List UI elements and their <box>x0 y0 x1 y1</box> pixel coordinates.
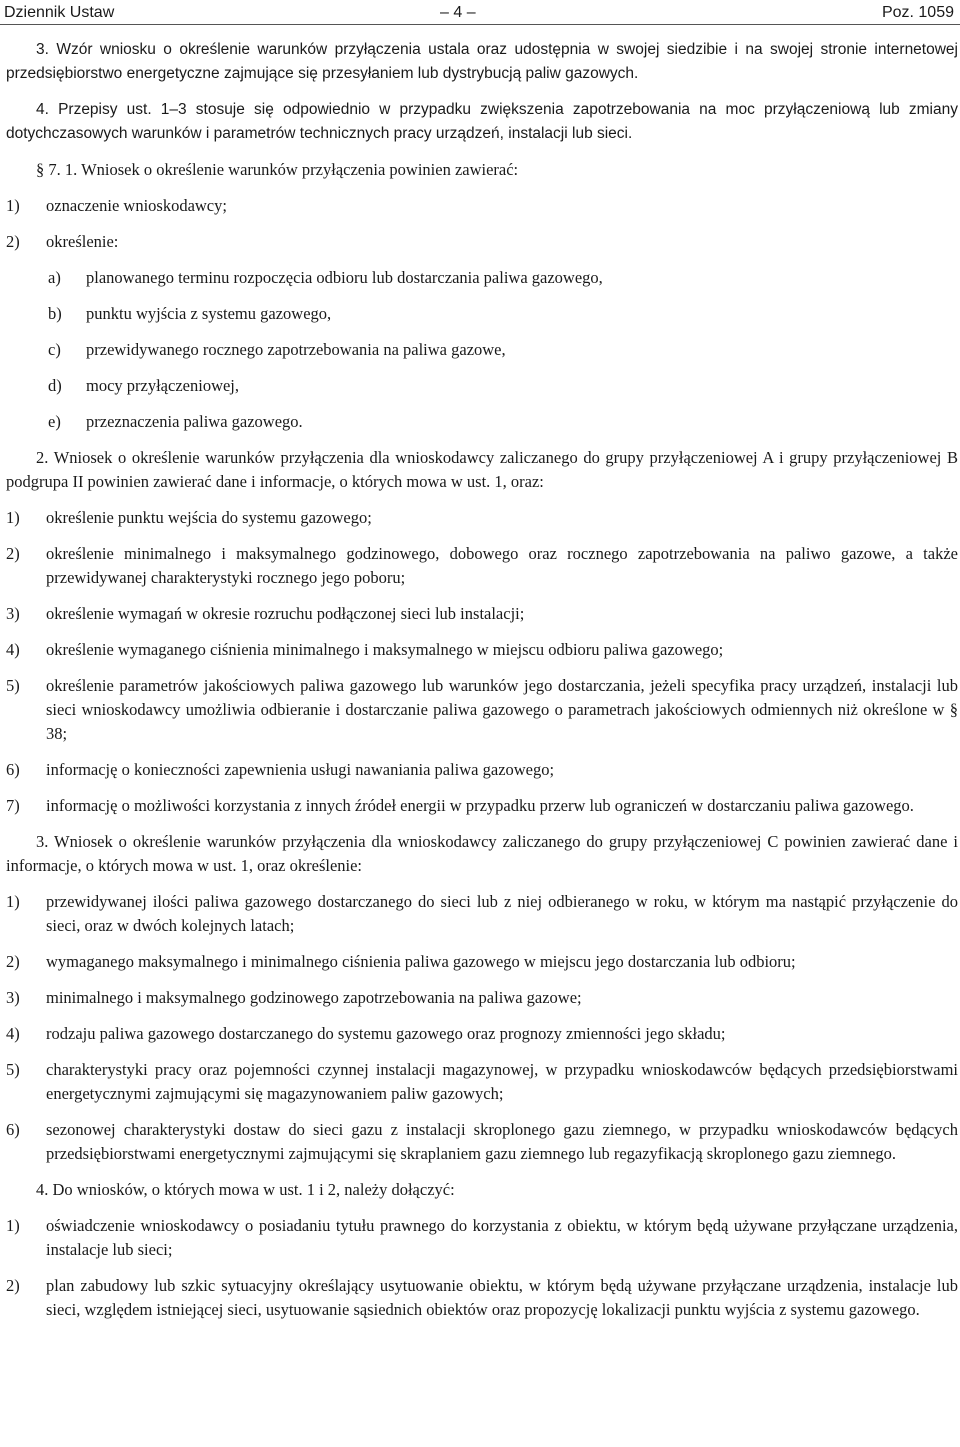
document-body <box>6 38 958 1334</box>
list-item <box>6 674 958 746</box>
list-item-number: 1) <box>6 892 20 911</box>
list-item-text: mocy przyłączeniowej, <box>86 376 240 395</box>
list-item-number: 4) <box>6 1024 20 1043</box>
list-item-number: 1) <box>6 508 20 527</box>
list-item-text: punktu wyjścia z systemu gazowego, <box>86 304 332 323</box>
list-item-text: określenie wymagań w okresie rozruchu podłączonej sieci lub instalacji; <box>46 604 525 623</box>
list-item-text: określenie parametrów jakościowych paliwa gazowego lub warunków jego dostarczania, jeżeli specyfika pracy urządzeń, instalacji lub sieci wnioskodawcy umożliwia odbieranie i dostarczanie paliwa gazowego o parametrach jakościowych odmiennych niż określone w § 38; <box>46 676 958 743</box>
list-item <box>6 1214 958 1262</box>
list-item-text: przewidywanej ilości paliwa gazowego dostarczanego do sieci lub z niej odbieranego w roku, w którym ma nastąpić przyłączenie do sieci, oraz w dwóch kolejnych latach; <box>46 892 958 935</box>
list-item-number: b) <box>48 304 62 323</box>
position-number: Poz. 1059 <box>881 4 954 21</box>
list-item <box>6 638 958 662</box>
list-item-text: przeznaczenia paliwa gazowego. <box>86 412 303 431</box>
list-item-number: 7) <box>6 796 20 815</box>
paragraph: 4. Przepisy ust. 1–3 stosuje się odpowiednio w przypadku zwiększenia zapotrzebowania na moc przyłączeniową lub zmiany dotychczasowych warunków i parametrów technicznych pracy urządzeń, instalacji lub sieci. <box>6 101 958 142</box>
list-item <box>6 758 958 782</box>
list-item-number: e) <box>48 412 61 431</box>
paragraph: 2. Wniosek o określenie warunków przyłączenia dla wnioskodawcy zaliczanego do grupy przyłączeniowej A i grupy przyłączeniowej B podgrupa II powinien zawierać dane i informacje, o których mowa w ust. 1, oraz: <box>6 448 958 491</box>
paragraph: § 7. 1. Wniosek o określenie warunków przyłączenia powinien zawierać: <box>36 160 519 179</box>
list-item-text: określenie: <box>46 232 119 251</box>
list-item <box>6 602 958 626</box>
paragraph: 4. Do wniosków, o których mowa w ust. 1 i 2, należy dołączyć: <box>36 1180 455 1199</box>
list-item-number: 5) <box>6 676 20 695</box>
list-item-text: minimalnego i maksymalnego godzinowego zapotrzebowania na paliwa gazowe; <box>46 988 582 1007</box>
page-header <box>0 0 960 25</box>
list-item <box>6 542 958 590</box>
list-item-text: rodzaju paliwa gazowego dostarczanego do systemu gazowego oraz prognozy zmienności jego składu; <box>46 1024 726 1043</box>
list-item-number: c) <box>48 340 61 359</box>
list-item-text: oświadczenie wnioskodawcy o posiadaniu tytułu prawnego do korzystania z obiektu, w którym będą używane przyłączane urządzenia, instalacje lub sieci; <box>46 1216 958 1259</box>
sub-list-item <box>6 410 958 434</box>
list-item-number: 6) <box>6 1120 20 1139</box>
journal-title: Dziennik Ustaw <box>4 4 115 21</box>
list-item <box>6 1274 958 1322</box>
list-item-number: 4) <box>6 640 20 659</box>
list-item-text: określenie wymaganego ciśnienia minimalnego i maksymalnego w miejscu odbioru paliwa gazowego; <box>46 640 724 659</box>
list-item-number: 2) <box>6 232 20 251</box>
list-item-number: 2) <box>6 1276 20 1295</box>
list-item <box>6 1118 958 1166</box>
sub-list-item <box>6 338 958 362</box>
list-item-text: plan zabudowy lub szkic sytuacyjny określający usytuowanie obiektu, w którym będą używane przyłączane urządzenia, instalacje lub sieci, względem istniejącej sieci, usytuowanie sąsiednich obiektów oraz propozycję lokalizacji punktu wyjścia z systemu gazowego. <box>46 1276 958 1319</box>
list-item-number: 2) <box>6 544 20 563</box>
list-item <box>6 1022 958 1046</box>
paragraph: 3. Wzór wniosku o określenie warunków przyłączenia ustala oraz udostępnia w swojej siedzibie i na swojej stronie internetowej przedsiębiorstwo energetyczne zajmujące się przesyłaniem lub dystrybucją paliw gazowych. <box>6 41 958 82</box>
list-item-text: oznaczenie wnioskodawcy; <box>46 196 227 215</box>
list-item-number: 2) <box>6 952 20 971</box>
list-item-number: d) <box>48 376 62 395</box>
list-item-number: 1) <box>6 1216 20 1235</box>
list-item <box>6 890 958 938</box>
list-item-text: planowanego terminu rozpoczęcia odbioru lub dostarczania paliwa gazowego, <box>86 268 603 287</box>
list-item-number: a) <box>48 268 61 287</box>
list-item-text: charakterystyki pracy oraz pojemności czynnej instalacji magazynowej, w przypadku wnioskodawców będących przedsiębiorstwami energetycznymi zajmującymi się magazynowaniem paliw gazowych; <box>46 1060 958 1103</box>
list-item <box>6 986 958 1010</box>
list-item-text: sezonowej charakterystyki dostaw do sieci gazu z instalacji skroplonego gazu ziemnego, w przypadku wnioskodawców będących przedsiębiorstwami energetycznymi zajmującymi się skraplaniem gazu ziemnego lub regazyfikacją skroplonego gazu ziemnego. <box>46 1120 958 1163</box>
sub-list-item <box>6 266 958 290</box>
list-item-text: przewidywanego rocznego zapotrzebowania na paliwa gazowe, <box>86 340 506 359</box>
sub-list-item <box>6 374 958 398</box>
list-item-number: 3) <box>6 988 20 1007</box>
list-item <box>6 1058 958 1106</box>
list-item-number: 5) <box>6 1060 20 1079</box>
list-item-text: informację o możliwości korzystania z innych źródeł energii w przypadku przerw lub ograniczeń w dostarczaniu paliwa gazowego. <box>46 796 914 815</box>
list-item-text: określenie punktu wejścia do systemu gazowego; <box>46 508 372 527</box>
list-item-number: 3) <box>6 604 20 623</box>
sub-list-item <box>6 302 958 326</box>
list-item-text: wymaganego maksymalnego i minimalnego ciśnienia paliwa gazowego w miejscu jego dostarczania lub odbioru; <box>46 952 796 971</box>
list-item <box>6 794 958 818</box>
list-item <box>6 950 958 974</box>
paragraph: 3. Wniosek o określenie warunków przyłączenia dla wnioskodawcy zaliczanego do grupy przyłączeniowej C powinien zawierać dane i informacje, o których mowa w ust. 1, oraz określenie: <box>6 832 958 875</box>
list-item <box>6 194 958 218</box>
list-item-number: 1) <box>6 196 20 215</box>
list-item-text: informację o konieczności zapewnienia usługi nawaniania paliwa gazowego; <box>46 760 555 779</box>
list-item-text: określenie minimalnego i maksymalnego godzinowego, dobowego oraz rocznego zapotrzebowania na paliwo gazowe, a także przewidywanej charakterystyki rocznego jego poboru; <box>46 544 958 587</box>
list-item <box>6 506 958 530</box>
list-item-number: 6) <box>6 760 20 779</box>
page-number: – 4 – <box>440 4 476 21</box>
list-item <box>6 230 958 254</box>
